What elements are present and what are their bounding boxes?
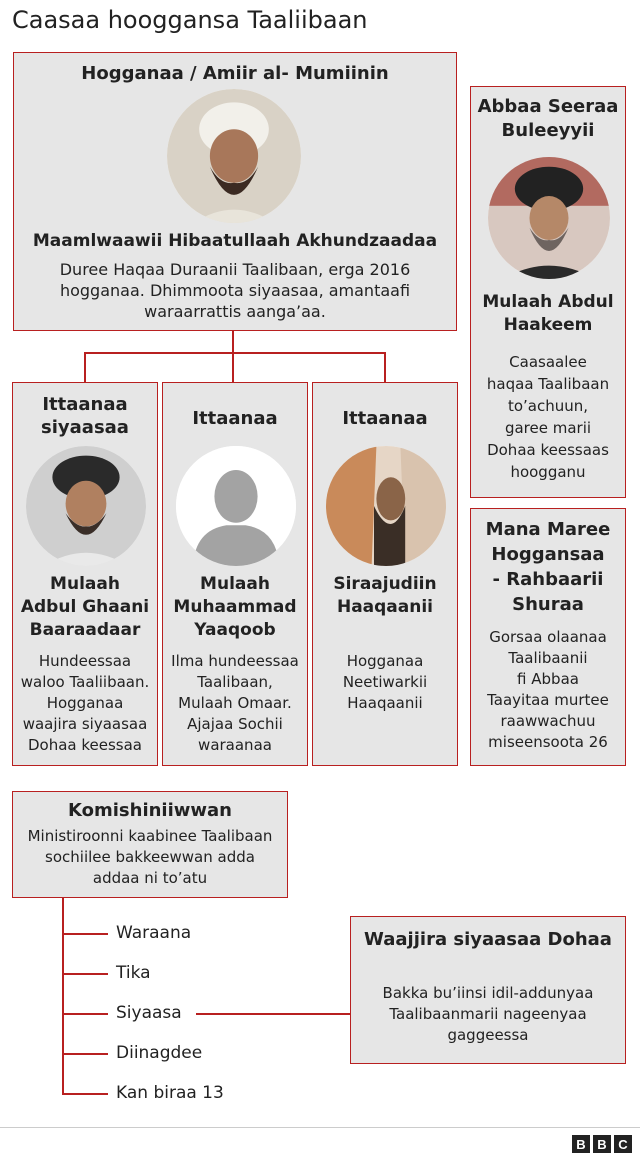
deputy-2-photo [176,446,296,566]
commission-item-2: Tika [116,963,151,983]
branch-5 [62,1093,108,1095]
connector-deputy-3 [384,352,386,382]
deputy-2-description: Ilma hundeessaa Taalibaan, Mulaah Omaar. Ajajaa Sochii waraanaa [171,652,299,754]
commission-item-3: Siyaasa [116,1003,182,1023]
deputy-3-description: Hogganaa Neetiwarkii Haaqaanii [342,652,428,712]
connector-deputy-2 [232,352,234,382]
deputy-3-heading: Ittaanaa [342,408,428,429]
chief-justice-heading: Abbaa Seeraa Buleeyyii [477,96,619,141]
connector-doha [196,1013,350,1015]
shura-box [470,508,626,766]
deputy-1-name: Mulaah Adbul Ghaani Baaraadaar [20,574,150,640]
deputy-box-2 [162,382,308,766]
commissions-description: Ministiroonni kaabinee Taalibaan sochiilee bakkeewwan adda addaa ni to’atu [27,827,273,887]
leader-box [13,52,457,331]
branch-1 [62,933,108,935]
leader-photo [167,89,301,223]
page-title: Caasaa hooggansa Taaliibaan [12,6,368,34]
deputy-2-heading: Ittaanaa [192,408,278,429]
deputy-box-3 [312,382,458,766]
connector-horizontal [84,352,386,354]
footer-divider [0,1127,640,1128]
doha-office-description: Bakka bu’iinsi idil-addunyaa Taalibaanmarii nageenyaa gaggeessa [382,984,594,1044]
chief-justice-box [470,86,626,498]
branch-3 [62,1013,108,1015]
connector-deputy-1 [84,352,86,382]
commissions-heading: Komishiniiwwan [68,800,232,821]
doha-office-heading: Waajjira siyaasaa Dohaa [364,929,612,950]
chief-justice-description: Caasaalee haqaa Taalibaan to’achuun, garee marii Dohaa keessaas hoogganu [486,353,610,481]
deputy-1-description: Hundeessaa waloo Taaliibaan. Hogganaa waajira siyaasaa Dohaa keessaa [20,652,150,754]
commission-item-5: Kan biraa 13 [116,1083,224,1103]
leader-name: Maamlwaawii Hibaatullaah Akhundzaadaa [32,231,438,251]
commission-item-1: Waraana [116,923,192,943]
chief-justice-name: Mulaah Abdul Haakeem [482,292,614,335]
doha-office-box [350,916,626,1064]
commission-item-4: Diinagdee [116,1043,203,1063]
deputy-2-name: Mulaah Muhaammad Yaaqoob [173,574,297,640]
connector-leader-down [232,331,234,353]
bbc-logo: B B C [572,1135,632,1153]
shura-description: Gorsaa olaanaa Taalibaanii fi Abbaa Taayitaa murtee raawwachuu miseensoota 26 [487,628,609,751]
deputy-3-name: Siraajudiin Haaqaanii [333,574,437,617]
deputy-1-heading: Ittaanaa siyaasaa [41,394,129,438]
leader-description: Duree Haqaa Duraanii Taalibaan, erga 2016 hogganaa. Dhimmoota siyaasaa, amantaafi waraarrattis aanga’aa. [59,260,411,321]
leader-heading: Hogganaa / Amiir al- Mumiinin [81,63,389,84]
commissions-box [12,791,288,898]
deputy-1-photo [26,446,146,566]
branch-4 [62,1053,108,1055]
deputy-box-1 [12,382,158,766]
branch-2 [62,973,108,975]
deputy-3-photo [326,446,446,566]
shura-heading: Mana Maree Hoggansaa - Rahbaarii Shuraa [485,519,611,615]
commissions-trunk [62,898,64,1094]
chief-justice-photo [488,157,610,279]
